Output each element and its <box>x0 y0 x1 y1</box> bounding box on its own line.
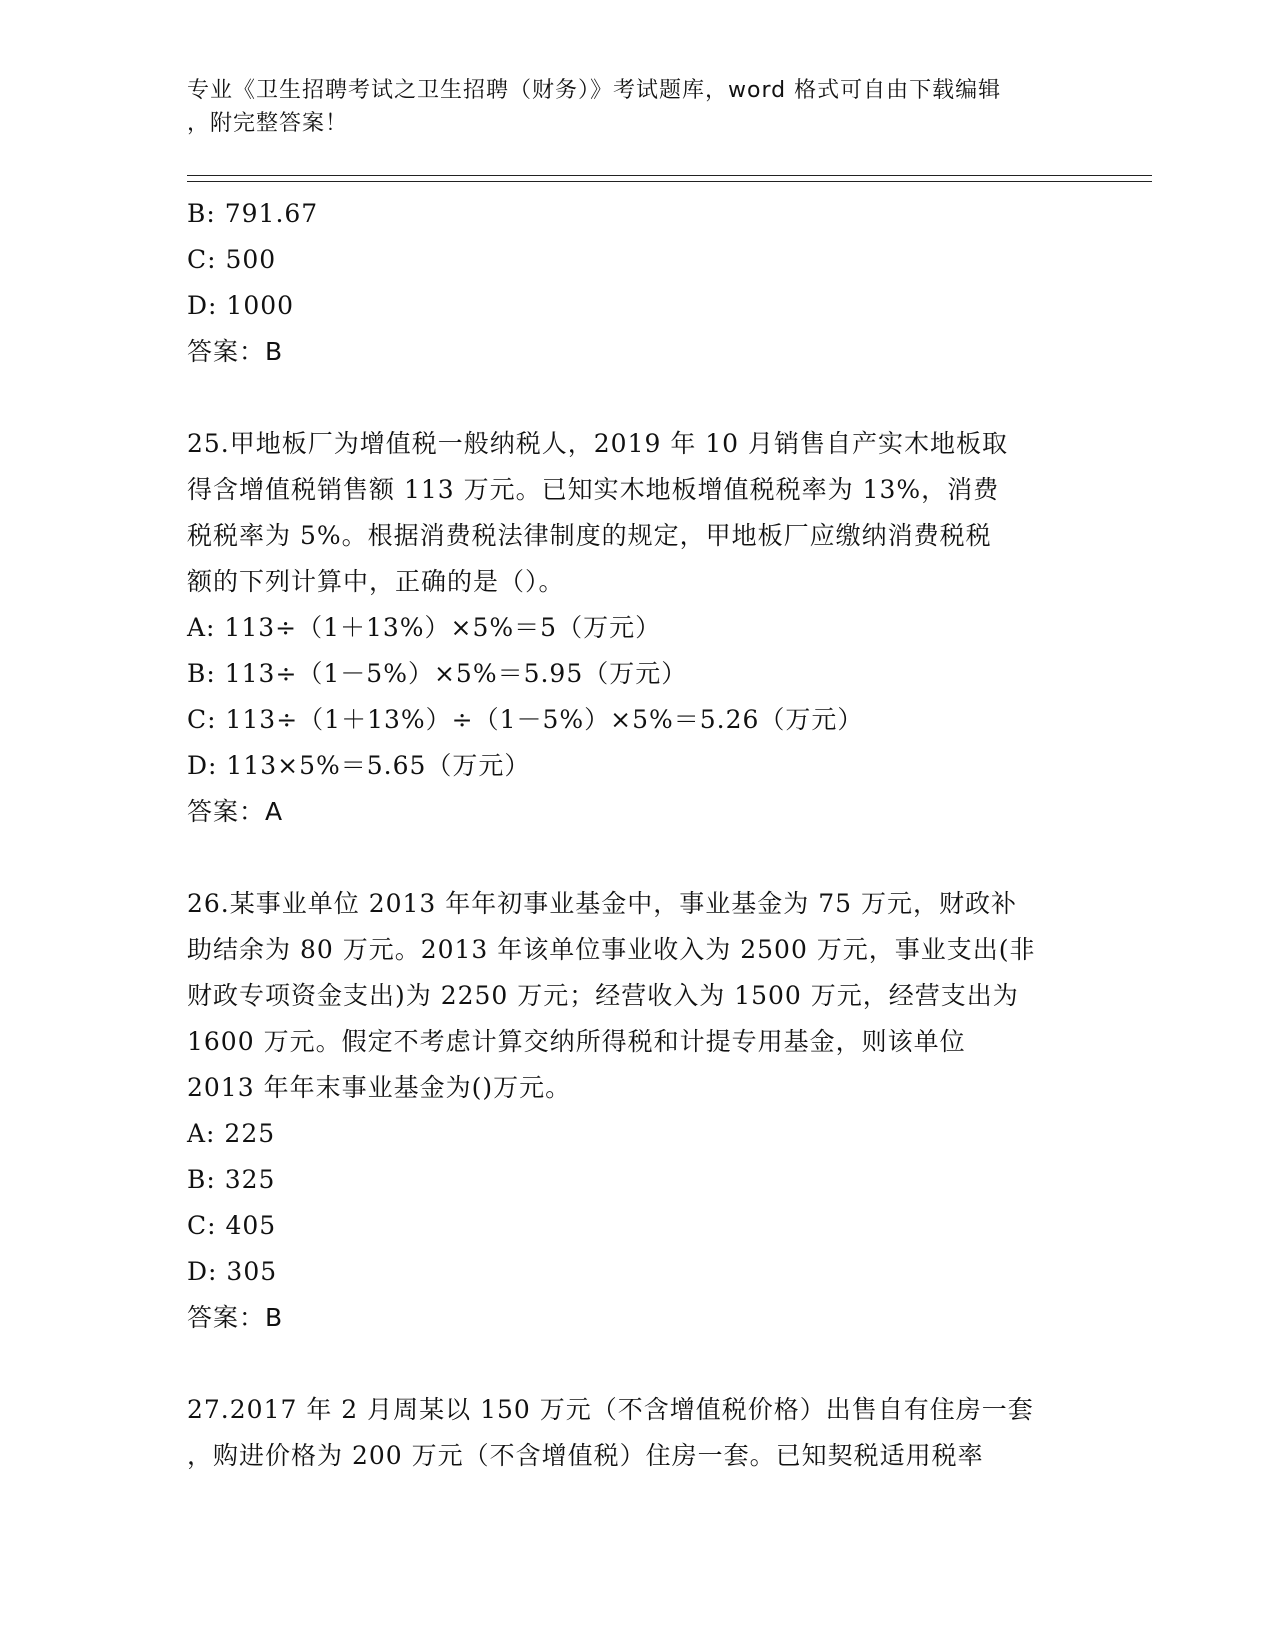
question-text-line: 27.2017 年 2 月周某以 150 万元（不含增值税价格）出售自有住房一套 <box>187 1395 1034 1424</box>
question-text-line: 得含增值税销售额 113 万元。已知实木地板增值税税率为 13%，消费 <box>187 475 1000 504</box>
question-text-line: 额的下列计算中，正确的是（）。 <box>187 567 565 596</box>
answer: 答案：B <box>187 1303 284 1332</box>
answer: 答案：A <box>187 797 284 826</box>
question-26 <box>187 881 1087 1341</box>
option-b: B: 791.67 <box>187 199 319 228</box>
question-text-line: 25.甲地板厂为增值税一般纳税人，2019 年 10 月销售自产实木地板取 <box>187 429 1009 458</box>
option-c: C: 405 <box>187 1211 277 1240</box>
question-text-line: 税税率为 5%。根据消费税法律制度的规定，甲地板厂应缴纳消费税税 <box>187 521 992 550</box>
option-b: B: 325 <box>187 1165 276 1194</box>
option-b: B: 113÷（1－5%）×5%＝5.95（万元） <box>187 659 688 688</box>
question-24-tail <box>187 191 1087 375</box>
header-rule-top <box>187 175 1152 176</box>
answer: 答案：B <box>187 337 284 366</box>
option-d: D: 113×5%＝5.65（万元） <box>187 751 531 780</box>
question-text-line: 2013 年年末事业基金为()万元。 <box>187 1073 572 1102</box>
question-27 <box>187 1387 1087 1479</box>
question-text-line: 财政专项资金支出)为 2250 万元；经营收入为 1500 万元，经营支出为 <box>187 981 1019 1010</box>
header-line-1: 专业《卫生招聘考试之卫生招聘（财务）》考试题库，word 格式可自由下载编辑 <box>187 78 1002 103</box>
document-header <box>187 74 1067 140</box>
option-a: A: 225 <box>187 1119 276 1148</box>
option-d: D: 305 <box>187 1257 278 1286</box>
question-25 <box>187 421 1087 835</box>
option-a: A: 113÷（1＋13%）×5%＝5（万元） <box>187 613 662 642</box>
header-rule-bottom <box>187 181 1152 182</box>
question-text-line: 1600 万元。假定不考虑计算交纳所得税和计提专用基金，则该单位 <box>187 1027 966 1056</box>
option-c: C: 113÷（1＋13%）÷（1－5%）×5%＝5.26（万元） <box>187 705 864 734</box>
header-line-2: ，附完整答案！ <box>187 111 349 136</box>
question-text-line: 26.某事业单位 2013 年年初事业基金中，事业基金为 75 万元，财政补 <box>187 889 1017 918</box>
question-content <box>187 191 1087 1479</box>
option-d: D: 1000 <box>187 291 295 320</box>
question-text-line: ，购进价格为 200 万元（不含增值税）住房一套。已知契税适用税率 <box>187 1441 984 1470</box>
option-c: C: 500 <box>187 245 277 274</box>
question-text-line: 助结余为 80 万元。2013 年该单位事业收入为 2500 万元，事业支出(非 <box>187 935 1036 964</box>
